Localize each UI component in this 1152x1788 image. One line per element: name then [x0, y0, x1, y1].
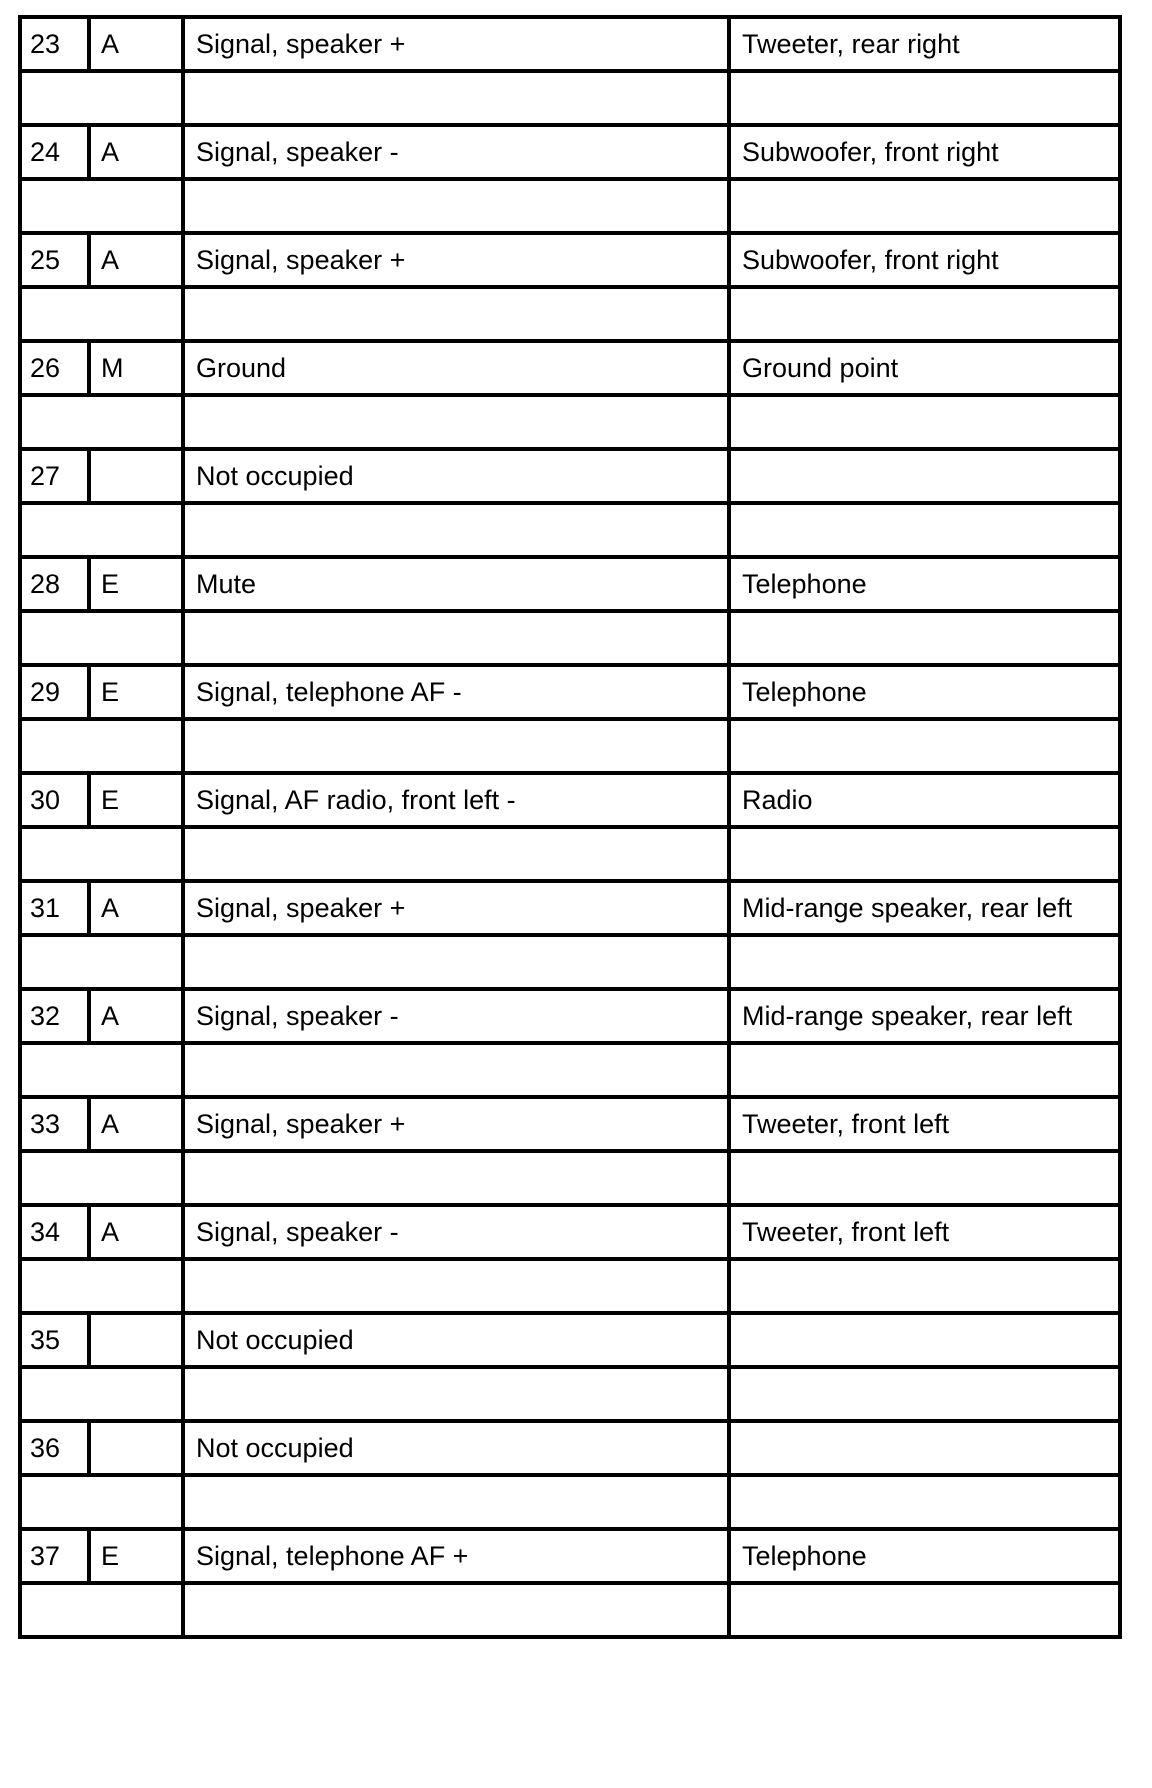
spacer-cell: [20, 179, 183, 233]
table-spacer-row: [20, 1259, 1120, 1313]
spacer-cell: [20, 719, 183, 773]
spacer-cell: [20, 827, 183, 881]
spacer-cell: [183, 179, 729, 233]
pin-number-cell: 24: [20, 125, 89, 179]
table-spacer-row: [20, 935, 1120, 989]
pin-number-cell: 30: [20, 773, 89, 827]
pin-number-cell: 37: [20, 1529, 89, 1583]
table-row: [20, 125, 1120, 179]
component-cell: [729, 1421, 1120, 1475]
signal-cell: Signal, speaker +: [183, 881, 729, 935]
pin-number-cell: 33: [20, 1097, 89, 1151]
table-row: [20, 1205, 1120, 1259]
pin-type-cell: E: [89, 557, 183, 611]
table-spacer-row: [20, 827, 1120, 881]
spacer-cell: [20, 1367, 183, 1421]
table-spacer-row: [20, 719, 1120, 773]
pin-number-cell: 34: [20, 1205, 89, 1259]
spacer-cell: [183, 1043, 729, 1097]
component-cell: Tweeter, front left: [729, 1097, 1120, 1151]
pin-table-body: [20, 17, 1120, 1637]
signal-cell: Signal, AF radio, front left -: [183, 773, 729, 827]
signal-cell: Signal, speaker -: [183, 1205, 729, 1259]
signal-cell: Ground: [183, 341, 729, 395]
component-cell: Mid-range speaker, rear left: [729, 881, 1120, 935]
spacer-cell: [20, 1043, 183, 1097]
pin-number-cell: 28: [20, 557, 89, 611]
pin-number-cell: 35: [20, 1313, 89, 1367]
spacer-cell: [183, 719, 729, 773]
pin-number-cell: 29: [20, 665, 89, 719]
table-spacer-row: [20, 1475, 1120, 1529]
component-cell: Subwoofer, front right: [729, 125, 1120, 179]
table-spacer-row: [20, 611, 1120, 665]
pin-number-cell: 25: [20, 233, 89, 287]
table-spacer-row: [20, 1367, 1120, 1421]
spacer-cell: [20, 503, 183, 557]
spacer-cell: [20, 71, 183, 125]
table-spacer-row: [20, 287, 1120, 341]
spacer-cell: [20, 1151, 183, 1205]
table-row: [20, 557, 1120, 611]
component-cell: Telephone: [729, 1529, 1120, 1583]
spacer-cell: [20, 1259, 183, 1313]
spacer-cell: [183, 503, 729, 557]
spacer-cell: [183, 611, 729, 665]
spacer-cell: [729, 1367, 1120, 1421]
pin-number-cell: 32: [20, 989, 89, 1043]
spacer-cell: [183, 1367, 729, 1421]
pin-type-cell: [89, 1313, 183, 1367]
component-cell: Mid-range speaker, rear left: [729, 989, 1120, 1043]
table-row: [20, 449, 1120, 503]
spacer-cell: [183, 395, 729, 449]
spacer-cell: [729, 1043, 1120, 1097]
table-row: [20, 989, 1120, 1043]
pin-type-cell: E: [89, 665, 183, 719]
spacer-cell: [729, 1475, 1120, 1529]
table-row: [20, 341, 1120, 395]
signal-cell: Not occupied: [183, 1313, 729, 1367]
pin-assignment-table: [18, 15, 1122, 1639]
component-cell: Tweeter, front left: [729, 1205, 1120, 1259]
pin-type-cell: [89, 1421, 183, 1475]
table-row: [20, 1421, 1120, 1475]
table-row: [20, 17, 1120, 71]
signal-cell: Signal, speaker -: [183, 989, 729, 1043]
spacer-cell: [183, 827, 729, 881]
table-spacer-row: [20, 1151, 1120, 1205]
table-spacer-row: [20, 179, 1120, 233]
spacer-cell: [729, 71, 1120, 125]
component-cell: Telephone: [729, 665, 1120, 719]
spacer-cell: [20, 935, 183, 989]
spacer-cell: [20, 1583, 183, 1637]
component-cell: Tweeter, rear right: [729, 17, 1120, 71]
component-cell: Ground point: [729, 341, 1120, 395]
spacer-cell: [729, 503, 1120, 557]
component-cell: Telephone: [729, 557, 1120, 611]
signal-cell: Not occupied: [183, 449, 729, 503]
spacer-cell: [20, 395, 183, 449]
spacer-cell: [20, 1475, 183, 1529]
signal-cell: Signal, speaker +: [183, 1097, 729, 1151]
spacer-cell: [729, 1151, 1120, 1205]
pin-number-cell: 26: [20, 341, 89, 395]
table-row: [20, 881, 1120, 935]
signal-cell: Not occupied: [183, 1421, 729, 1475]
spacer-cell: [729, 1583, 1120, 1637]
signal-cell: Mute: [183, 557, 729, 611]
pin-type-cell: M: [89, 341, 183, 395]
pin-type-cell: A: [89, 1205, 183, 1259]
component-cell: [729, 1313, 1120, 1367]
table-spacer-row: [20, 71, 1120, 125]
signal-cell: Signal, telephone AF +: [183, 1529, 729, 1583]
table-row: [20, 1097, 1120, 1151]
pin-type-cell: A: [89, 233, 183, 287]
spacer-cell: [729, 827, 1120, 881]
table-row: [20, 233, 1120, 287]
spacer-cell: [729, 611, 1120, 665]
pin-number-cell: 23: [20, 17, 89, 71]
pin-number-cell: 27: [20, 449, 89, 503]
table-spacer-row: [20, 503, 1120, 557]
pin-type-cell: A: [89, 989, 183, 1043]
spacer-cell: [729, 719, 1120, 773]
table-row: [20, 665, 1120, 719]
pin-type-cell: E: [89, 773, 183, 827]
table-row: [20, 1313, 1120, 1367]
component-cell: Subwoofer, front right: [729, 233, 1120, 287]
pin-type-cell: A: [89, 881, 183, 935]
component-cell: Radio: [729, 773, 1120, 827]
signal-cell: Signal, telephone AF -: [183, 665, 729, 719]
spacer-cell: [20, 287, 183, 341]
signal-cell: Signal, speaker +: [183, 17, 729, 71]
spacer-cell: [183, 287, 729, 341]
table-spacer-row: [20, 1583, 1120, 1637]
spacer-cell: [183, 935, 729, 989]
signal-cell: Signal, speaker +: [183, 233, 729, 287]
spacer-cell: [729, 287, 1120, 341]
pin-type-cell: A: [89, 1097, 183, 1151]
spacer-cell: [20, 611, 183, 665]
spacer-cell: [729, 1259, 1120, 1313]
spacer-cell: [183, 71, 729, 125]
pin-type-cell: A: [89, 17, 183, 71]
spacer-cell: [729, 179, 1120, 233]
table-spacer-row: [20, 1043, 1120, 1097]
spacer-cell: [183, 1259, 729, 1313]
pin-number-cell: 31: [20, 881, 89, 935]
spacer-cell: [183, 1151, 729, 1205]
spacer-cell: [729, 935, 1120, 989]
pin-type-cell: E: [89, 1529, 183, 1583]
table-row: [20, 773, 1120, 827]
signal-cell: Signal, speaker -: [183, 125, 729, 179]
spacer-cell: [183, 1475, 729, 1529]
table-spacer-row: [20, 395, 1120, 449]
spacer-cell: [183, 1583, 729, 1637]
table-row: [20, 1529, 1120, 1583]
pin-type-cell: [89, 449, 183, 503]
pin-number-cell: 36: [20, 1421, 89, 1475]
spacer-cell: [729, 395, 1120, 449]
component-cell: [729, 449, 1120, 503]
pin-type-cell: A: [89, 125, 183, 179]
